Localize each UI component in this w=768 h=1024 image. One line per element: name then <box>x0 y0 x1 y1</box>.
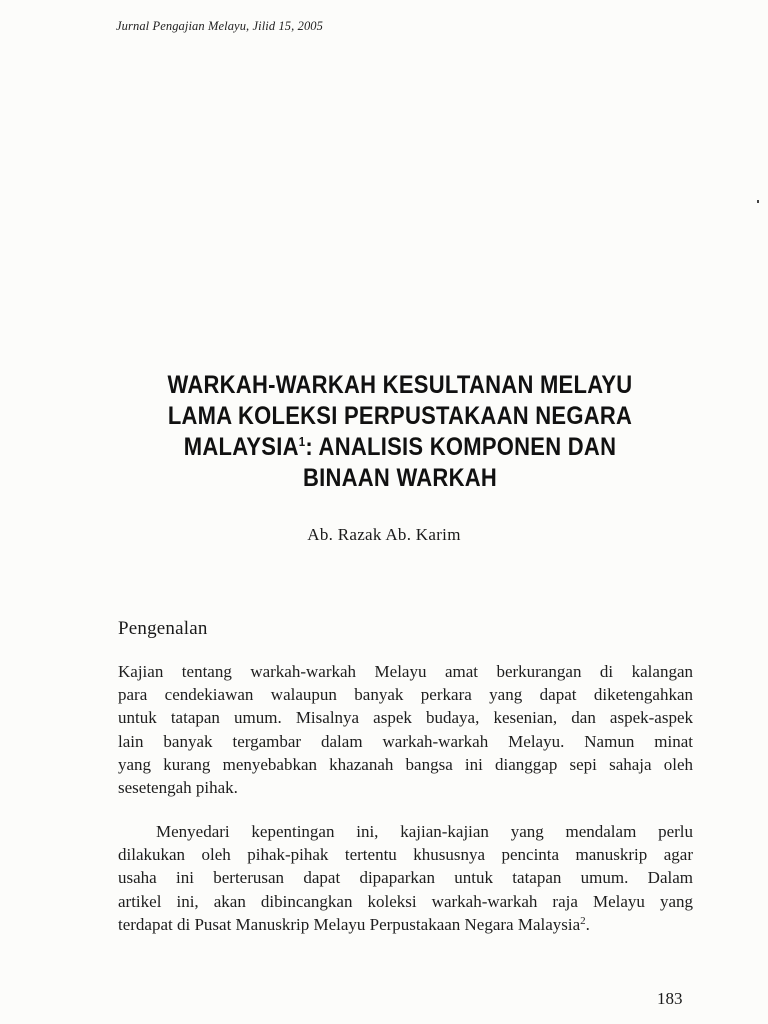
paragraph-1-line: yang kurang menyebabkan khazanah bangsa ini dianggap sepi sahaja oleh <box>118 754 693 774</box>
paragraph-2-line: dilakukan oleh pihak-pihak tertentu khususnya pencinta manuskrip agar <box>118 845 693 865</box>
paragraph-2-end-punct: . <box>585 914 590 934</box>
paragraph-1 <box>118 660 693 799</box>
title-line-3-end: : ANALISIS KOMPONEN DAN <box>305 433 617 461</box>
paragraph-2-last-line <box>118 913 693 936</box>
running-head: Jurnal Pengajian Melayu, Jilid 15, 2005 <box>116 19 323 33</box>
paragraph-2-line: Menyedari kepentingan ini, kajian-kajian yang mendalam perlu <box>156 822 693 841</box>
paragraph-2-footnote-mark[interactable]: 2 <box>580 914 586 927</box>
title-line-3 <box>136 432 664 463</box>
title-line-3-start: MALAYSIA <box>183 433 299 461</box>
page-number: 183 <box>657 989 683 1008</box>
section-heading: Pengenalan <box>118 618 208 639</box>
paragraph-1-line: para cendekiawan walaupun banyak perkara yang dapat diketengahkan <box>118 685 693 705</box>
paragraph-2-line: artikel ini, akan dibincangkan koleksi warkah-warkah raja Melayu yang <box>118 891 693 911</box>
paragraph-1-line: sesetengah pihak. <box>118 778 238 798</box>
paragraph-2 <box>118 820 693 936</box>
paragraph-1-line: Kajian tentang warkah-warkah Melayu amat berkurangan di kalangan <box>118 662 693 681</box>
article-title <box>136 370 664 494</box>
scan-speck <box>757 200 759 203</box>
paragraph-1-line: untuk tatapan umum. Misalnya aspek budaya, kesenian, dan aspek-aspek <box>118 708 693 728</box>
paragraph-1-line: lain banyak tergambar dalam warkah-warkah Melayu. Namun minat <box>118 731 693 751</box>
title-line-4: BINAAN WARKAH <box>302 464 498 492</box>
author-name: Ab. Razak Ab. Karim <box>307 525 461 544</box>
title-line-1: WARKAH-WARKAH KESULTANAN MELAYU <box>167 371 633 399</box>
title-footnote-mark[interactable]: 1 <box>298 434 306 449</box>
paragraph-2-line: usaha ini berterusan dapat dipaparkan untuk tatapan umum. Dalam <box>118 868 693 888</box>
paragraph-2-last-text: terdapat di Pusat Manuskrip Melayu Perpustakaan Negara Malaysia <box>118 914 581 934</box>
title-line-2: LAMA KOLEKSI PERPUSTAKAAN NEGARA <box>167 402 633 430</box>
